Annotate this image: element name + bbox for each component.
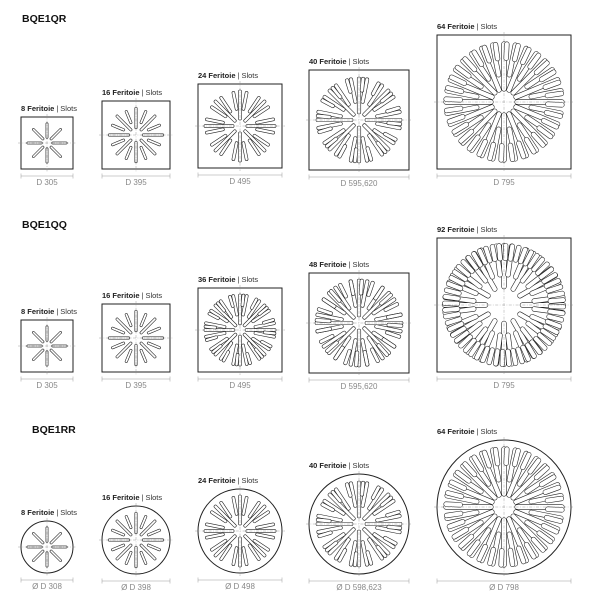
caption-separator: |: [348, 260, 351, 269]
slots-label: Slots: [60, 508, 77, 517]
grille-1-3: [306, 260, 412, 391]
caption-separator: |: [237, 275, 240, 284]
dimension-label: D 395: [125, 381, 147, 390]
slot: [387, 323, 403, 328]
slot-count-label: 48 Feritoie: [309, 260, 347, 269]
grille-caption: [437, 22, 497, 31]
caption-separator: |: [237, 476, 240, 485]
grille-0-2: [195, 71, 285, 186]
row-title-bqe1qq: BQE1QQ: [22, 219, 67, 231]
caption-separator: |: [476, 225, 479, 234]
caption-separator: |: [56, 104, 59, 113]
grille-2-1: [99, 493, 173, 592]
row-title-bqe1rr: BQE1RR: [32, 424, 76, 436]
slot-count-label: 64 Feritoie: [437, 427, 475, 436]
slots-label: Slots: [241, 71, 259, 80]
slot-count-label: 40 Feritoie: [309, 461, 347, 470]
slot-count-label: 8 Feritoie: [21, 508, 55, 517]
caption-separator: |: [56, 307, 59, 316]
caption-separator: |: [237, 71, 240, 80]
slots-label: Slots: [60, 307, 77, 316]
caption-separator: |: [476, 427, 479, 436]
grille-caption: [21, 104, 77, 113]
grille-2-0: [18, 508, 77, 591]
slot-count-label: 40 Feritoie: [309, 57, 347, 66]
grille-2-3: [306, 461, 412, 592]
dimension-label: D 495: [229, 177, 251, 186]
grille-caption: [309, 260, 369, 269]
slot: [504, 447, 510, 466]
slot: [442, 301, 460, 306]
caption-separator: |: [141, 291, 144, 300]
grille-2-4: [434, 427, 574, 592]
grille-caption: [198, 275, 258, 284]
caption-separator: |: [141, 493, 144, 502]
slot: [499, 143, 505, 162]
slot-count-label: 16 Feritoie: [102, 493, 140, 502]
slots-label: Slots: [145, 88, 163, 97]
slot-count-label: 8 Feritoie: [21, 307, 55, 316]
dimension-label: Ø D 398: [121, 583, 151, 592]
slot: [444, 97, 463, 103]
dimension-label: D 395: [125, 178, 147, 187]
slot-count-label: 36 Feritoie: [198, 275, 236, 284]
dimension-label: D 305: [36, 178, 58, 187]
dimension-label: D 595,620: [340, 382, 378, 391]
grille-0-3: [306, 57, 412, 188]
dimension-label: Ø D 308: [32, 582, 62, 591]
slot: [545, 102, 564, 108]
dimension-label: D 305: [36, 381, 58, 390]
caption-separator: |: [348, 461, 351, 470]
grille-0-1: [99, 88, 173, 187]
dimension-label: D 795: [493, 178, 515, 187]
dimension-label: D 495: [229, 381, 251, 390]
slot-count-label: 64 Feritoie: [437, 22, 475, 31]
grille-caption: [198, 71, 258, 80]
slot-count-label: 16 Feritoie: [102, 88, 140, 97]
grille-caption: [309, 461, 369, 470]
slots-label: Slots: [241, 275, 259, 284]
grille-caption: [198, 476, 258, 485]
caption-separator: |: [348, 57, 351, 66]
row-title-bqe1qr: BQE1QR: [22, 13, 67, 25]
slot-count-label: 24 Feritoie: [198, 476, 236, 485]
grille-1-0: [18, 307, 77, 390]
caption-separator: |: [141, 88, 144, 97]
slots-label: Slots: [352, 260, 370, 269]
grille-0-4: [434, 22, 574, 187]
slots-label: Slots: [480, 427, 498, 436]
caption-separator: |: [476, 22, 479, 31]
slot: [545, 507, 564, 513]
slots-label: Slots: [241, 476, 259, 485]
slots-label: Slots: [145, 291, 163, 300]
slot: [354, 351, 359, 367]
slots-label: Slots: [145, 493, 163, 502]
slot-count-label: 92 Feritoie: [437, 225, 475, 234]
grille-2-2: [195, 476, 285, 591]
dimension-label: Ø D 498: [225, 582, 255, 591]
slot: [315, 318, 331, 323]
slot: [500, 349, 505, 367]
dimension-label: D 795: [493, 381, 515, 390]
dimension-label: Ø D 598,623: [336, 583, 382, 592]
caption-separator: |: [56, 508, 59, 517]
dimension-label: Ø D 798: [489, 583, 519, 592]
grille-1-1: [99, 291, 173, 390]
slot: [548, 304, 566, 309]
slot: [503, 243, 508, 261]
slot: [504, 42, 510, 61]
slots-label: Slots: [352, 57, 370, 66]
grille-0-0: [18, 104, 77, 187]
grille-caption: [21, 508, 77, 517]
grille-caption: [102, 88, 162, 97]
grille-1-4: [434, 225, 574, 390]
slots-label: Slots: [352, 461, 370, 470]
grille-caption: [437, 225, 497, 234]
grille-caption: [102, 493, 162, 502]
slots-label: Slots: [480, 22, 498, 31]
slot: [444, 502, 463, 508]
slot: [359, 279, 364, 295]
dimension-label: D 595,620: [340, 179, 378, 188]
slots-label: Slots: [60, 104, 77, 113]
slots-label: Slots: [480, 225, 498, 234]
slot-count-label: 24 Feritoie: [198, 71, 236, 80]
grille-caption: [437, 427, 497, 436]
slot: [499, 548, 505, 567]
slot-count-label: 16 Feritoie: [102, 291, 140, 300]
grille-caption: [309, 57, 369, 66]
grille-1-2: [195, 275, 285, 390]
slot-count-label: 8 Feritoie: [21, 104, 55, 113]
grille-caption: [102, 291, 162, 300]
grille-caption: [21, 307, 77, 316]
